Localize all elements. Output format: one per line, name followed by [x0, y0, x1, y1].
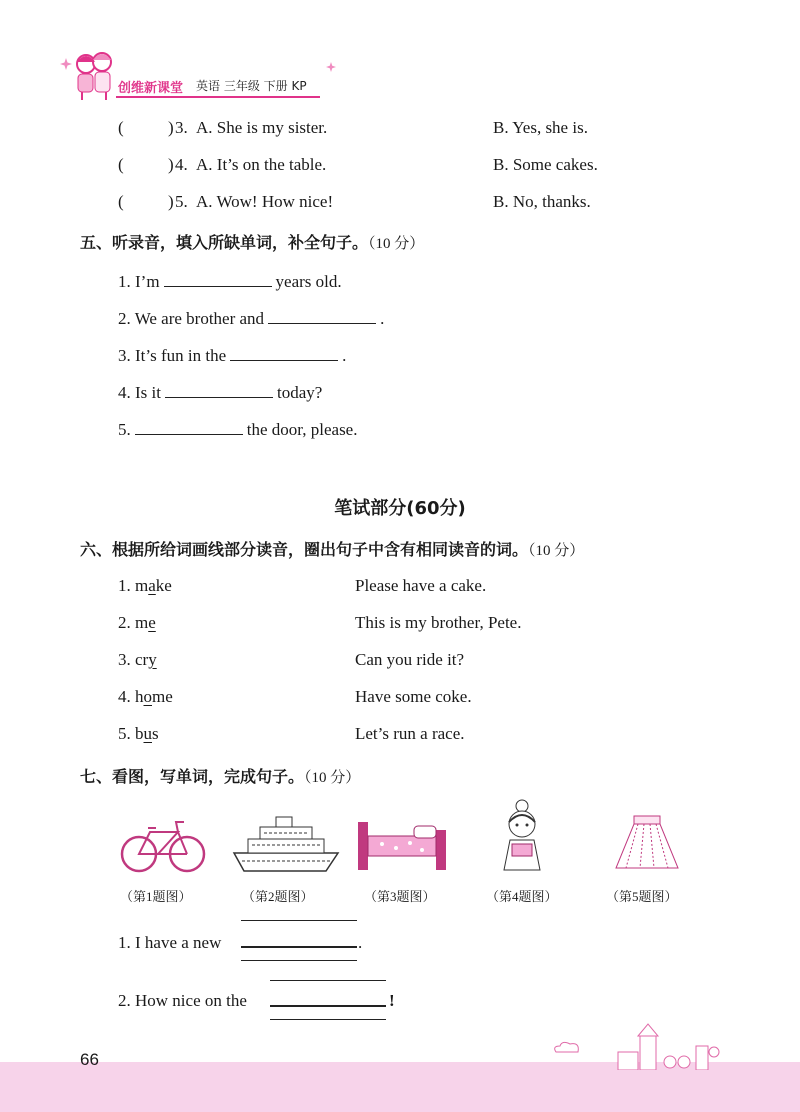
bicycle-icon — [120, 818, 206, 874]
section-score: （10 分） — [368, 236, 425, 252]
picture-caption: （第2题图） — [242, 889, 314, 904]
option-a: A. Wow! How nice! — [196, 192, 334, 211]
section-title: 六、根据所给词画线部分读音，圈出句子中含有相同读音的词。 — [80, 540, 529, 559]
star-icon — [60, 58, 72, 70]
option-a: A. She is my sister. — [196, 118, 328, 137]
phonics-sentence[interactable]: Please have a cake. — [355, 576, 487, 595]
fill-item: 2. We are brother and . — [118, 309, 385, 328]
ship-icon — [232, 813, 340, 875]
picture-caption: （第4题图） — [486, 889, 558, 904]
kids-logo-icon — [72, 48, 116, 102]
answer-blank[interactable] — [230, 346, 338, 361]
answer-blank[interactable] — [165, 383, 273, 398]
header — [0, 0, 800, 110]
underlined-letter: e — [148, 613, 156, 632]
answer-blank[interactable] — [135, 420, 243, 435]
option-b: B. Some cakes. — [493, 155, 598, 174]
phonics-sentence[interactable]: Let’s run a race. — [355, 724, 465, 743]
underlined-letter: y — [148, 650, 157, 669]
star-icon — [326, 62, 336, 72]
written-part-title: 笔试部分(60分) — [334, 498, 466, 519]
fill-item: 1. I’m years old. — [118, 272, 342, 291]
phonics-sentence[interactable]: Can you ride it? — [355, 650, 465, 669]
brand-title: 创维新课堂 — [118, 81, 184, 96]
picture-caption: （第3题图） — [364, 889, 436, 904]
skirt-icon — [612, 812, 682, 872]
book-info: 英语 三年级 下册 KP — [196, 79, 307, 93]
option-b: B. No, thanks. — [493, 192, 591, 211]
fill-item: 4. Is it today? — [118, 383, 323, 402]
bed-icon — [352, 812, 452, 872]
fill-item: 5. the door, please. — [118, 420, 358, 439]
page-number: 66 — [80, 1050, 99, 1069]
cloud-icon — [552, 1040, 582, 1054]
section-title: 五、听录音，填入所缺单词，补全句子。 — [80, 233, 369, 252]
option-b: B. Yes, she is. — [493, 118, 588, 137]
answer-blank[interactable] — [268, 309, 376, 324]
answer-blank[interactable] — [164, 272, 272, 287]
header-rule — [116, 96, 320, 98]
section-score: （10 分） — [528, 543, 585, 559]
section-score: （10 分） — [304, 770, 361, 786]
picture-caption: （第5题图） — [606, 889, 678, 904]
fill-item: 3. It’s fun in the . — [118, 346, 347, 365]
underlined-letter: a — [148, 576, 156, 595]
section-title: 七、看图，写单词，完成句子。 — [80, 767, 305, 786]
picture-caption: （第1题图） — [120, 889, 192, 904]
option-a: A. It’s on the table. — [196, 155, 327, 174]
phonics-sentence[interactable]: Have some coke. — [355, 687, 472, 706]
castle-icon — [612, 1022, 722, 1070]
girl-with-cake-icon — [492, 798, 552, 876]
underlined-letter: u — [143, 724, 152, 743]
underlined-letter: o — [143, 687, 152, 706]
phonics-sentence[interactable]: This is my brother, Pete. — [355, 613, 522, 632]
